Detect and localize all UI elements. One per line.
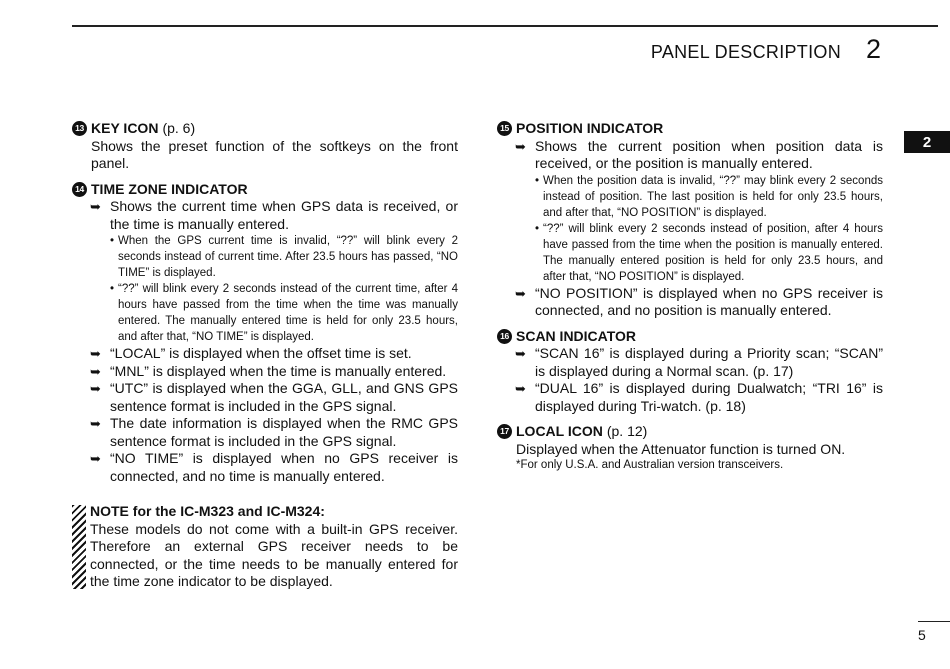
- arrow-bullet-icon: ➥: [90, 381, 101, 396]
- arrow-bullet-icon: ➥: [90, 199, 101, 214]
- position-indicator-section: [497, 120, 883, 320]
- arrow-bullet-icon: ➥: [515, 285, 526, 301]
- local-icon-section: [497, 423, 883, 473]
- list-item: ➥ The date information is displayed when the RMC GPS sentence format is included in the GPS signal.: [90, 415, 458, 449]
- circled-number-icon: 17: [497, 424, 512, 439]
- footer-rule: [918, 621, 950, 622]
- list-item: ➥ “DUAL 16” is displayed during Dualwatch; “TRI 16” is displayed during Tri-watch. (p. 18): [515, 380, 883, 414]
- note-box: [72, 503, 458, 591]
- dot-bullet-icon: •: [110, 235, 115, 247]
- note-text: These models do not come with a built-in GPS receiver. Therefore an external GPS receiver needs to be connected, or the time needs to be manually entered for the time zone indicator to be displayed.: [90, 520, 458, 589]
- section-title: KEY ICON: [91, 120, 159, 136]
- header-rule: [72, 25, 938, 27]
- list-item: ➥ “NO POSITION” is displayed when no GPS receiver is connected, and no position is manually entered.: [515, 284, 883, 318]
- arrow-bullet-icon: ➥: [515, 138, 526, 154]
- section-text: Displayed when the Attenuator function is turned ON.: [516, 440, 846, 457]
- arrow-bullet-icon: ➥: [90, 451, 101, 466]
- list-item: ➥ “NO TIME” is displayed when no GPS receiver is connected, and no time is manually entered.: [90, 450, 458, 484]
- footnote: *For only U.S.A. and Australian version transceivers.: [516, 459, 784, 471]
- dot-bullet-icon: •: [535, 174, 540, 187]
- sub-list-item: • “??” will blink every 2 seconds instead of the current time, after 4 hours have passed from the time when the time was manually entered. The manually entered time is held for only 23.5 hours, and after that, “NO TIME” is displayed.: [110, 283, 458, 343]
- sub-list-item: • When the GPS current time is invalid, “??” will blink every 2 seconds instead of current time. After 23.5 hours has passed, “NO TIME” is displayed.: [110, 235, 458, 279]
- key-icon-section: [72, 120, 458, 173]
- section-text: Shows the preset function of the softkeys on the front panel.: [91, 137, 458, 171]
- list-item: ➥ “UTC” is displayed when the GGA, GLL, and GNS GPS sentence format is included in the GPS signal.: [90, 380, 458, 414]
- circled-number-icon: 13: [72, 121, 87, 136]
- arrow-bullet-icon: ➥: [515, 346, 526, 361]
- time-zone-section: [72, 181, 458, 486]
- sub-list-item: • “??” will blink every 2 seconds instead of position, after 4 hours have passed from the time when the position is manually entered. The manually entered position is held for only 23.5 hours, and after that, “NO POSITION” is displayed.: [535, 222, 883, 283]
- section-title: SCAN INDICATOR: [516, 327, 637, 344]
- note-title: NOTE for the IC-M323 and IC-M324:: [90, 503, 325, 519]
- arrow-bullet-icon: ➥: [90, 416, 101, 431]
- left-column: [72, 120, 458, 591]
- sub-list-item: • When the position data is invalid, “??” may blink every 2 seconds instead of position. The last position is held for only 23.5 hours, and after that, “NO POSITION” is displayed.: [535, 174, 883, 219]
- list-item: ➥ “MNL” is displayed when the time is manually entered.: [90, 362, 447, 379]
- section-title: LOCAL ICON: [516, 423, 603, 439]
- list-item: ➥ “LOCAL” is displayed when the offset time is set.: [90, 345, 412, 361]
- section-title: POSITION INDICATOR: [516, 120, 664, 136]
- section-title: TIME ZONE INDICATOR: [91, 180, 248, 197]
- dot-bullet-icon: •: [535, 222, 540, 235]
- dot-bullet-icon: •: [110, 283, 115, 295]
- section-tab: 2: [904, 131, 950, 153]
- page-title: PANEL DESCRIPTION: [650, 42, 841, 62]
- note-hatch-icon: [72, 505, 86, 589]
- page-reference: (p. 6): [162, 120, 196, 136]
- circled-number-icon: 14: [72, 182, 87, 197]
- arrow-bullet-icon: ➥: [90, 363, 101, 379]
- chapter-number: 2: [866, 34, 882, 64]
- circled-number-icon: 16: [497, 329, 512, 344]
- scan-indicator-section: [497, 328, 883, 416]
- arrow-bullet-icon: ➥: [90, 346, 101, 361]
- arrow-bullet-icon: ➥: [515, 381, 526, 396]
- list-item: ➥ “SCAN 16” is displayed during a Priority scan; “SCAN” is displayed during a Normal scan. (p. 17): [515, 345, 883, 379]
- circled-number-icon: 15: [497, 121, 512, 136]
- right-column: [497, 120, 883, 481]
- page-number: 5: [918, 627, 926, 643]
- page-reference: (p. 12): [606, 423, 648, 439]
- list-item: ➥ Shows the current time when GPS data is received, or the time is manually entered.: [90, 198, 458, 232]
- list-item: ➥ Shows the current position when position data is received, or the position is manually entered.: [515, 137, 883, 171]
